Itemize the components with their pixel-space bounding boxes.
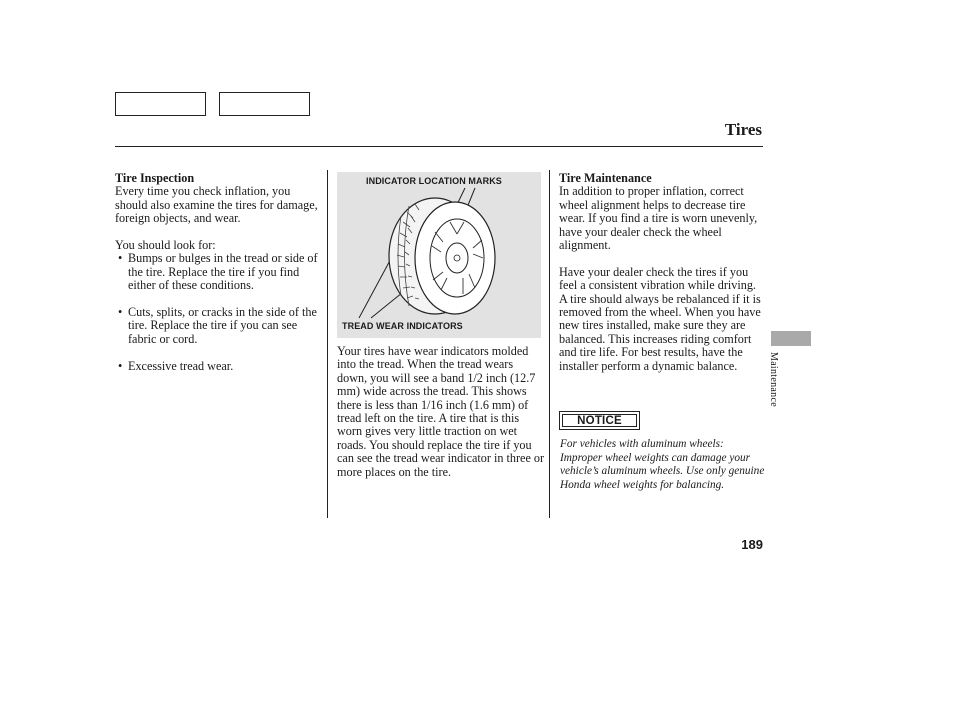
section-tab-label: Maintenance: [768, 352, 779, 407]
list-item: [115, 360, 323, 373]
list-item-text: Bumps or bulges in the tread or side of the tire. Replace the tire if you find either of these conditions.: [128, 251, 318, 293]
column-divider-1: [327, 170, 328, 518]
look-for-lead: You should look for:: [115, 238, 216, 253]
nav-box-next[interactable]: [219, 92, 310, 116]
column-divider-2: [549, 170, 550, 518]
tire-maintenance-column: [559, 172, 765, 373]
page-number: 189: [741, 537, 763, 552]
list-item-text: Excessive tread wear.: [128, 358, 234, 373]
list-item: [115, 306, 323, 346]
notice-text: For vehicles with aluminum wheels: Improper wheel weights can damage your vehicle’s aluminum wheels. Use only genuine Honda wheel weights for balancing.: [560, 438, 765, 491]
wear-indicators-body: Your tires have wear indicators molded into the tread. When the tread wears down, you will see a band 1/2 inch (12.7 mm) wide across the tread. This shows there is less than 1/16 inch (1.6 mm) of tread left on the tire. A tire that is this worn gives very little traction on wet roads. You should replace the tire if you can see the tread wear indicator in three or more places on the tire.: [337, 344, 545, 479]
tire-maintenance-para2: Have your dealer check the tires if you feel a consistent vibration while driving. A tire should always be rebalanced if it is removed from the wheel. When you have new tires installed, make sure they are balanced. This increases riding comfort and tire life. For best results, have the installer perform a dynamic balance.: [559, 264, 761, 373]
bullet-icon: •: [118, 358, 123, 373]
bullet-icon: •: [118, 305, 123, 320]
tire-maintenance-para1: In addition to proper inflation, correct wheel alignment helps to decrease tire wear. If you find a tire is worn unevenly, have your dealer check the wheel alignment.: [559, 184, 758, 253]
tire-illustration: [337, 172, 541, 338]
list-item-text: Cuts, splits, or cracks in the side of the tire. Replace the tire if you can see fabric or cord.: [128, 305, 317, 346]
title-rule: [115, 146, 763, 147]
tire-inspection-column: [115, 172, 323, 373]
tire-wear-figure: [337, 172, 541, 338]
notice-box: [559, 411, 640, 430]
wear-indicators-column: [337, 345, 545, 479]
indicator-location-label: INDICATOR LOCATION MARKS: [366, 176, 502, 186]
section-tab-marker: [771, 331, 811, 346]
nav-box-previous[interactable]: [115, 92, 206, 116]
tire-inspection-heading: Tire Inspection: [115, 171, 195, 185]
page-title: Tires: [724, 120, 762, 139]
tread-wear-indicators-label: TREAD WEAR INDICATORS: [342, 321, 463, 331]
tire-maintenance-heading: Tire Maintenance: [559, 171, 652, 185]
tire-inspection-intro: Every time you check inflation, you should also examine the tires for damage, foreign objects, and wear.: [115, 184, 318, 226]
bullet-icon: •: [118, 251, 123, 266]
notice-label: NOTICE: [562, 414, 637, 427]
list-item: [115, 252, 323, 292]
